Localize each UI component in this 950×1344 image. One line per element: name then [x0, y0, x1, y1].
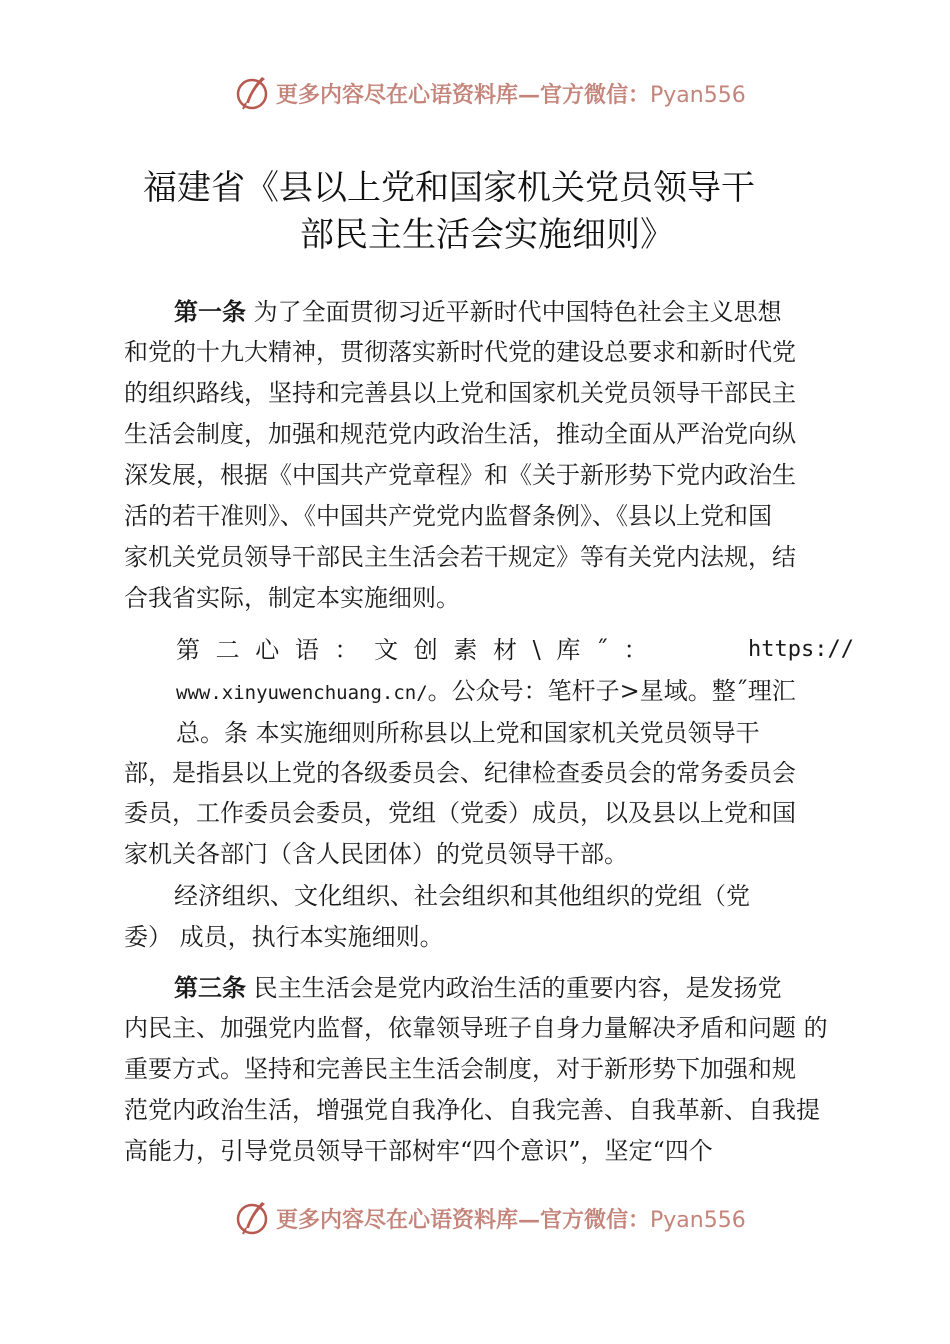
article-3-first-line	[174, 972, 782, 1004]
watermark-footer	[232, 1198, 746, 1238]
paragraph-line: 高能力，引导党员领导干部树牢“四个意识”，坚定“四个	[124, 1137, 713, 1165]
article-2-spaced-line: 第 二 心 语 ： 文 创 素 材 \ 库 ˝ ：	[176, 636, 652, 664]
paragraph-line: 重要方式。坚持和完善民主生活会制度，对于新形势下加强和规	[124, 1055, 796, 1083]
watermark-text: 更多内容尽在心语资料库—官方微信：Pyan556	[276, 81, 746, 108]
source-url-part-1: https://	[748, 637, 854, 662]
document-title-line-1: 福建省《县以上党和国家机关党员领导干	[143, 168, 755, 208]
quill-logo-icon	[232, 1198, 272, 1238]
paragraph-line: 内民主、加强党内监督，依靠领导班子自身力量解决矛盾和问题 的	[124, 1014, 828, 1042]
paragraph-line: 的组织路线，坚持和完善县以上党和国家机关党员领导干部民主	[124, 379, 796, 407]
paragraph-line: 范党内政治生活，增强党自我净化、自我完善、自我革新、自我提	[124, 1096, 820, 1124]
paragraph-line: 生活会制度，加强和规范党内政治生活，推动全面从严治党向纵	[124, 420, 796, 448]
paragraph-line: 部，是指县以上党的各级委员会、纪律检查委员会的常务委员会	[124, 759, 796, 787]
source-info: 。公众号：笔杆子>星域。整˝理汇	[427, 677, 796, 705]
paragraph-line: 合我省实际，制定本实施细则。	[124, 584, 460, 612]
article-3-heading: 第三条	[174, 974, 246, 1002]
document-title-line-2: 部民主生活会实施细则》	[300, 215, 674, 255]
source-url-line	[176, 675, 796, 709]
article-3-text: 民主生活会是党内政治生活的重要内容，是发扬党	[253, 974, 782, 1002]
watermark-header	[232, 73, 746, 113]
paragraph-line: 委） 成员，执行本实施细则。	[124, 923, 444, 951]
paragraph-line: 活的若干准则》、《中国共产党党内监督条例》、《县以上党和国	[124, 502, 772, 530]
paragraph-line: 家机关各部门（含人民团体）的党员领导干部。	[124, 840, 628, 868]
watermark-text: 更多内容尽在心语资料库—官方微信：Pyan556	[276, 1206, 746, 1233]
article-1-first-line	[174, 296, 782, 328]
paragraph-line: 总。条 本实施细则所称县以上党和国家机关党员领导干	[176, 719, 760, 747]
paragraph-line: 和党的十九大精神，贯彻落实新时代党的建设总要求和新时代党	[124, 338, 796, 366]
article-1-heading: 第一条	[174, 298, 246, 326]
paragraph-line: 委员，工作委员会委员，党组（党委）成员，以及县以上党和国	[124, 799, 796, 827]
source-url-part-2: www.xinyuwenchuang.cn/	[176, 682, 428, 704]
paragraph-line: 深发展，根据《中国共产党章程》和《关于新形势下党内政治生	[124, 461, 796, 489]
quill-logo-icon	[232, 73, 272, 113]
article-1-text: 为了全面贯彻习近平新时代中国特色社会主义思想	[253, 298, 782, 326]
paragraph-line: 经济组织、文化组织、社会组织和其他组织的党组（党	[174, 882, 750, 910]
paragraph-line: 家机关党员领导干部民主生活会若干规定》等有关党内法规，结	[124, 543, 796, 571]
